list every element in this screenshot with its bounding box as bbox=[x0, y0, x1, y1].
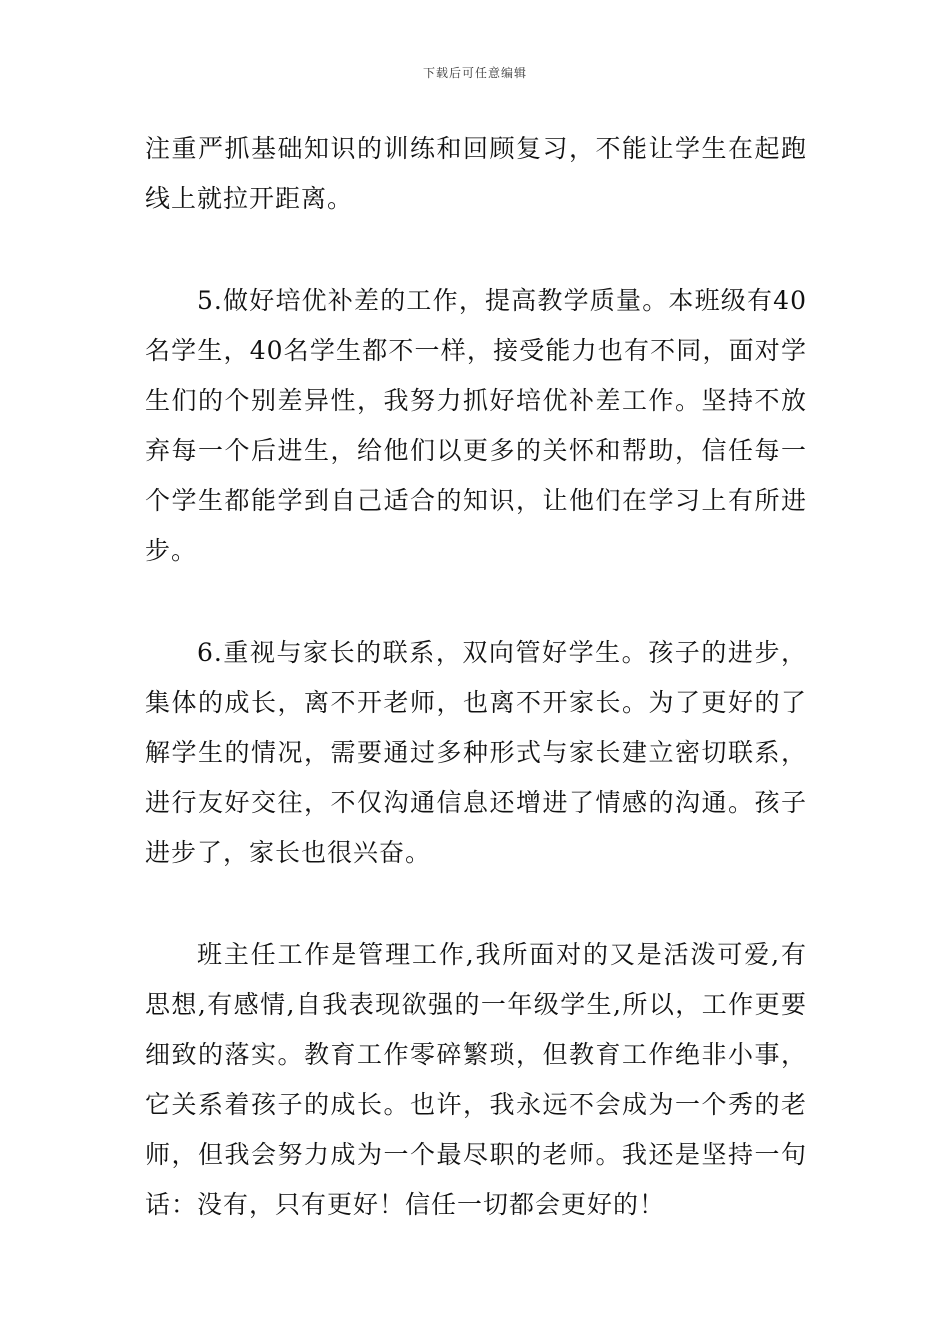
paragraph-3: 6.重视与家长的联系，双向管好学生。孩子的进步，集体的成长，离不开老师，也离不开家长。为了更好的了解学生的情况，需要通过多种形式与家长建立密切联系，进行友好交往，不仅沟通信息还增进了情感的沟通。孩子进步了，家长也很兴奋。 bbox=[145, 638, 807, 867]
paragraph-2: 5.做好培优补差的工作，提高教学质量。本班级有40名学生，40名学生都不一样，接受能力也有不同，面对学生们的个别差异性，我努力抓好培优补差工作。坚持不放弃每一个后进生，给他们以更多的关怀和帮助，信任每一个学生都能学到自己适合的知识，让他们在学习上有所进步。 bbox=[145, 286, 807, 565]
paragraph-1: 注重严抓基础知识的训练和回顾复习，不能让学生在起跑线上就拉开距离。 bbox=[145, 134, 807, 213]
header-note: 下载后可任意编辑 bbox=[422, 66, 527, 80]
document-body bbox=[145, 124, 807, 1282]
paragraph-4: 班主任工作是管理工作,我所面对的又是活泼可爱,有思想,有感情,自我表现欲强的一年级学生,所以，工作更要细致的落实。教育工作零碎繁琐，但教育工作绝非小事，它关系着孩子的成长。也许，我永远不会成为一个秀的老师，但我会努力成为一个最尽职的老师。我还是坚持一句话：没有，只有更好！信任一切都会更好的！ bbox=[145, 940, 807, 1219]
